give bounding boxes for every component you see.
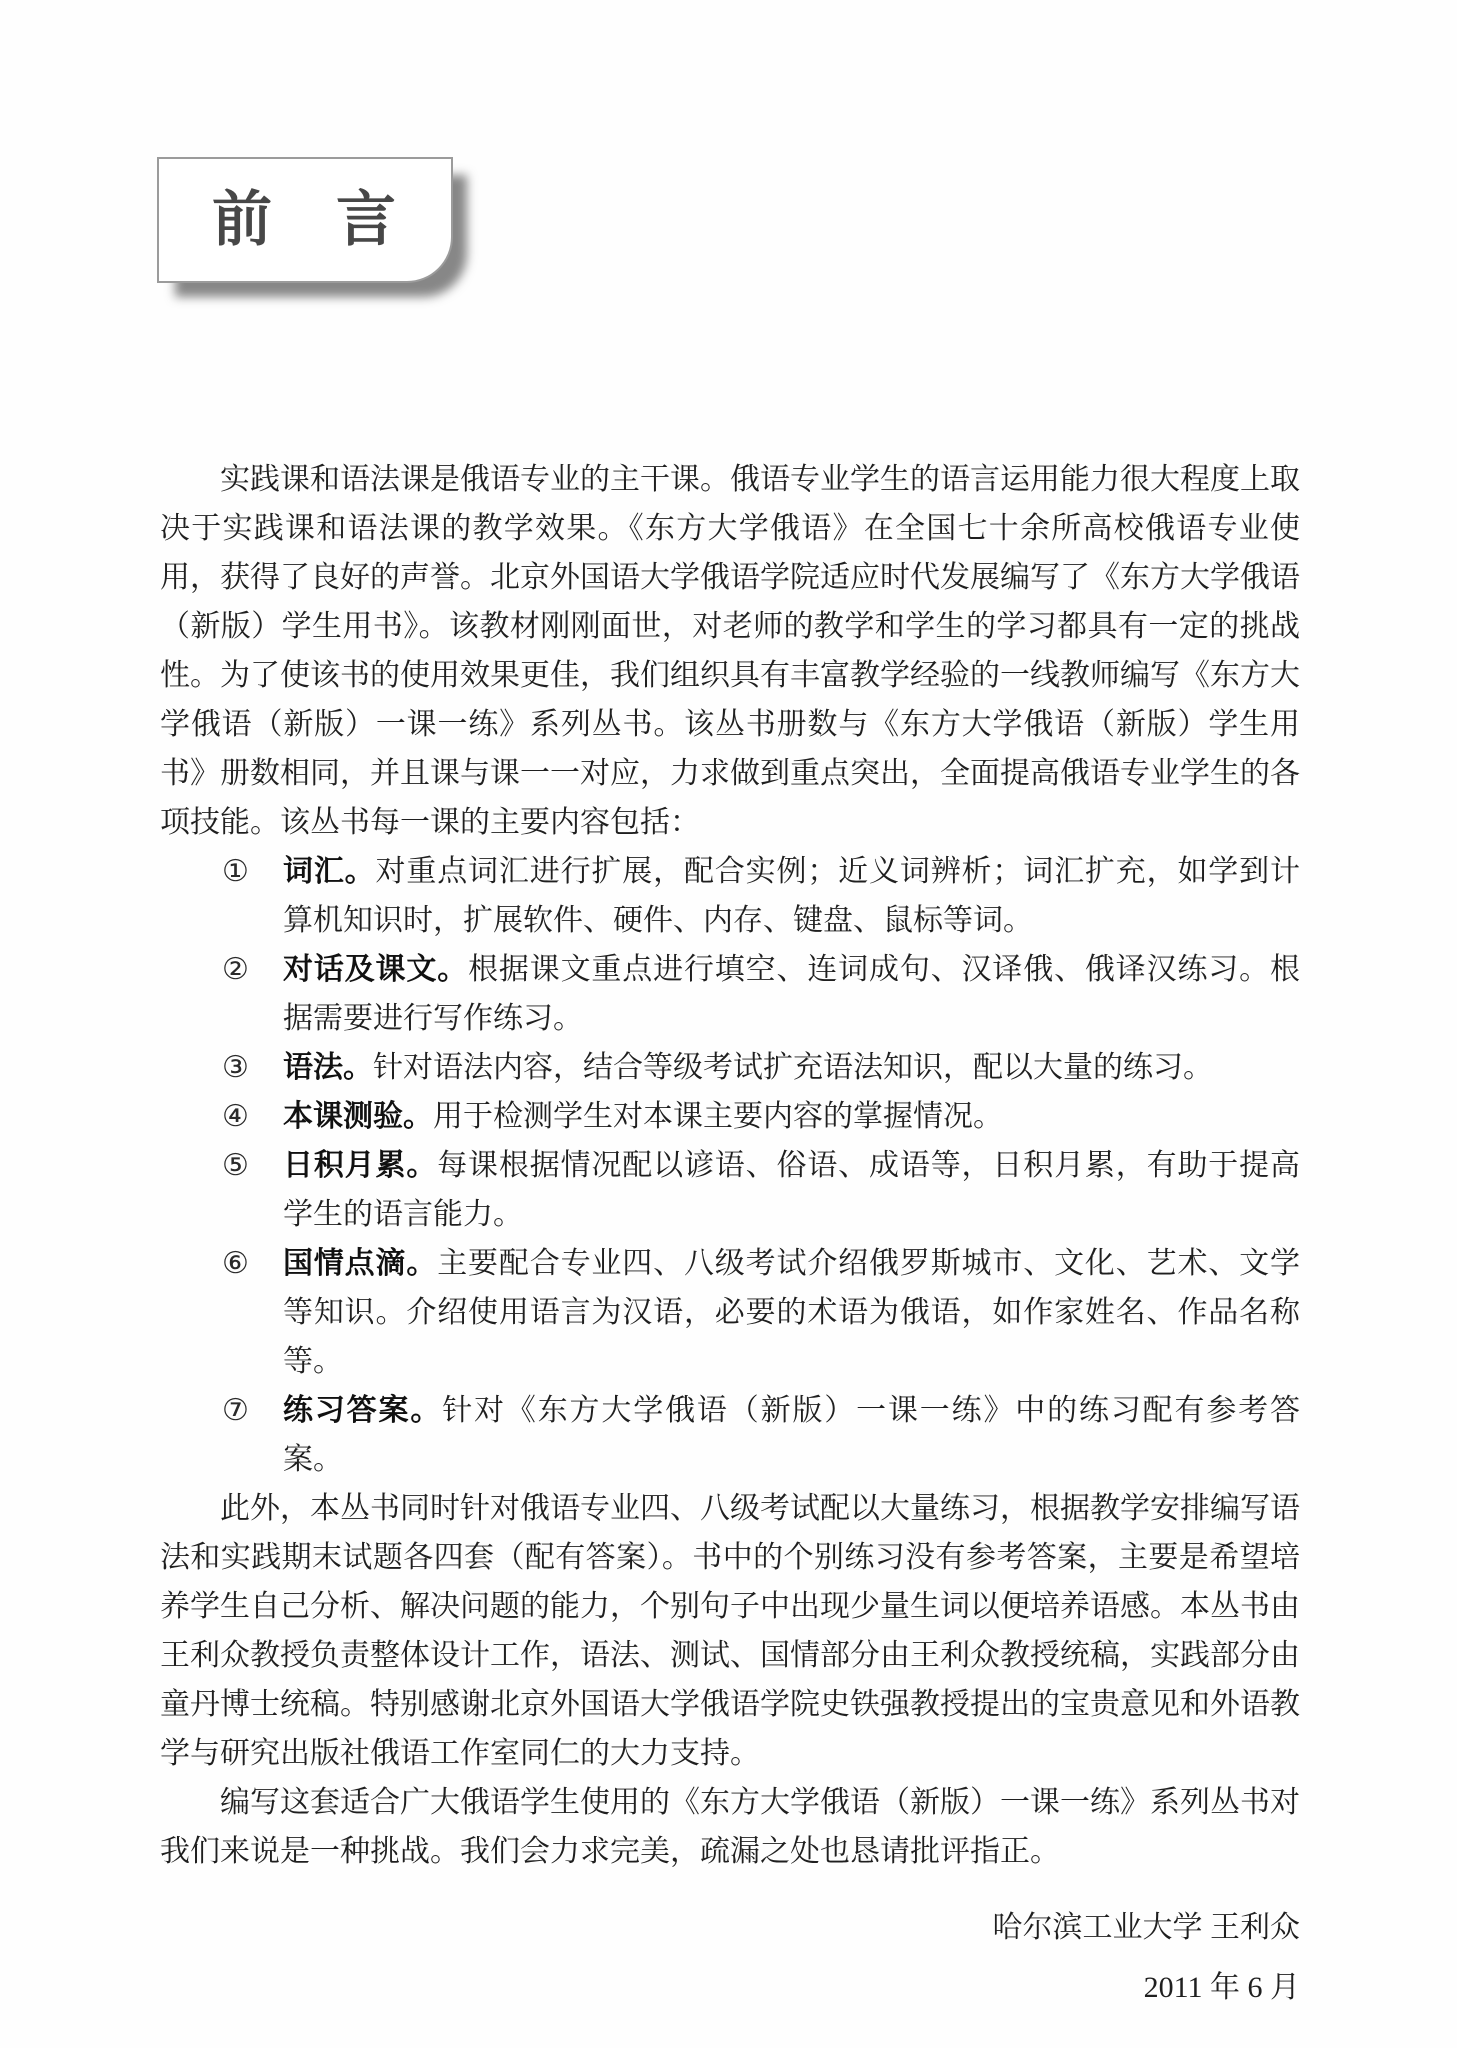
- list-item-number: ⑤: [222, 1149, 249, 1182]
- paragraph-closing: 编写这套适合广大俄语学生使用的《东方大学俄语（新版）一课一练》系列丛书对我们来说是一种挑战。我们会力求完美，疏漏之处也恳请批评指正。: [160, 1786, 1300, 1868]
- list-item-body: [283, 847, 1300, 945]
- list-item-body: [283, 1043, 1300, 1092]
- list-item-number: ⑥: [222, 1247, 249, 1280]
- list-item-body: [283, 945, 1300, 1043]
- list-item-text: 根据课文重点进行填空、连词成句、汉译俄、俄译汉练习。根据需要进行写作练习。: [283, 953, 1300, 1035]
- list-item-text: 针对语法内容，结合等级考试扩充语法知识，配以大量的练习。: [373, 1051, 1213, 1084]
- list-item-term: 对话及课文。: [283, 953, 469, 986]
- list-item: [222, 1386, 1300, 1484]
- list-item-text: 每课根据情况配以谚语、俗语、成语等，日积月累，有助于提高学生的语言能力。: [283, 1149, 1300, 1231]
- list-item-text: 对重点词汇进行扩展，配合实例；近义词辨析；词汇扩充，如学到计算机知识时，扩展软件、硬件、内存、键盘、鼠标等词。: [283, 855, 1300, 937]
- list-item-number: ④: [222, 1100, 249, 1133]
- page-title: 前 言: [212, 187, 398, 253]
- list-item-number: ⑦: [222, 1394, 249, 1427]
- list-item-number: ③: [222, 1051, 249, 1084]
- list-item-body: [283, 1141, 1300, 1239]
- list-item-text: 主要配合专业四、八级考试介绍俄罗斯城市、文化、艺术、文学等知识。介绍使用语言为汉语，必要的术语为俄语，如作家姓名、作品名称等。: [283, 1247, 1300, 1378]
- list-item-term: 日积月累。: [283, 1149, 438, 1182]
- list-item-number: ①: [222, 855, 249, 888]
- list-item-term: 词汇。: [283, 855, 376, 888]
- list-item-term: 本课测验。: [283, 1100, 433, 1133]
- signature-date: 2011 年 6 月: [1143, 1971, 1300, 2004]
- list-item: [222, 1092, 1300, 1141]
- list-item-term: 语法。: [283, 1051, 373, 1084]
- preface-content: [160, 455, 1300, 2018]
- list-item-body: [283, 1092, 1300, 1141]
- list-item: [222, 847, 1300, 945]
- signature-author: 哈尔滨工业大学 王利众: [992, 1911, 1300, 1944]
- list-item-number: ②: [222, 953, 249, 986]
- list-item: [222, 1043, 1300, 1092]
- list-item-term: 练习答案。: [283, 1394, 443, 1427]
- list-item: [222, 1239, 1300, 1386]
- paragraph-additional: 此外，本丛书同时针对俄语专业四、八级考试配以大量练习，根据教学安排编写语法和实践期末试题各四套（配有答案）。书中的个别练习没有参考答案，主要是希望培养学生自己分析、解决问题的能力，个别句子中出现少量生词以便培养语感。本丛书由王利众教授负责整体设计工作，语法、测试、国情部分由王利众教授统稿，实践部分由童丹博士统稿。特别感谢北京外国语大学俄语学院史铁强教授提出的宝贵意见和外语教学与研究出版社俄语工作室同仁的大力支持。: [160, 1492, 1300, 1770]
- list-item-body: [283, 1239, 1300, 1386]
- paragraph-intro: 实践课和语法课是俄语专业的主干课。俄语专业学生的语言运用能力很大程度上取决于实践课和语法课的教学效果。《东方大学俄语》在全国七十余所高校俄语专业使用，获得了良好的声誉。北京外国语大学俄语学院适应时代发展编写了《东方大学俄语（新版）学生用书》。该教材刚刚面世，对老师的教学和学生的学习都具有一定的挑战性。为了使该书的使用效果更佳，我们组织具有丰富教学经验的一线教师编写《东方大学俄语（新版）一课一练》系列丛书。该丛书册数与《东方大学俄语（新版）学生用书》册数相同，并且课与课一一对应，力求做到重点突出，全面提高俄语专业学生的各项技能。该丛书每一课的主要内容包括：: [160, 463, 1300, 839]
- list-item-text: 用于检测学生对本课主要内容的掌握情况。: [433, 1100, 1003, 1133]
- preface-title-box: [157, 157, 453, 283]
- list-item-body: [283, 1386, 1300, 1484]
- list-item: [222, 1141, 1300, 1239]
- feature-list: [222, 847, 1300, 1484]
- list-item-text: 针对《东方大学俄语（新版）一课一练》中的练习配有参考答案。: [283, 1394, 1301, 1476]
- list-item: [222, 945, 1300, 1043]
- signature-block: [160, 1898, 1300, 2018]
- list-item-term: 国情点滴。: [283, 1247, 438, 1280]
